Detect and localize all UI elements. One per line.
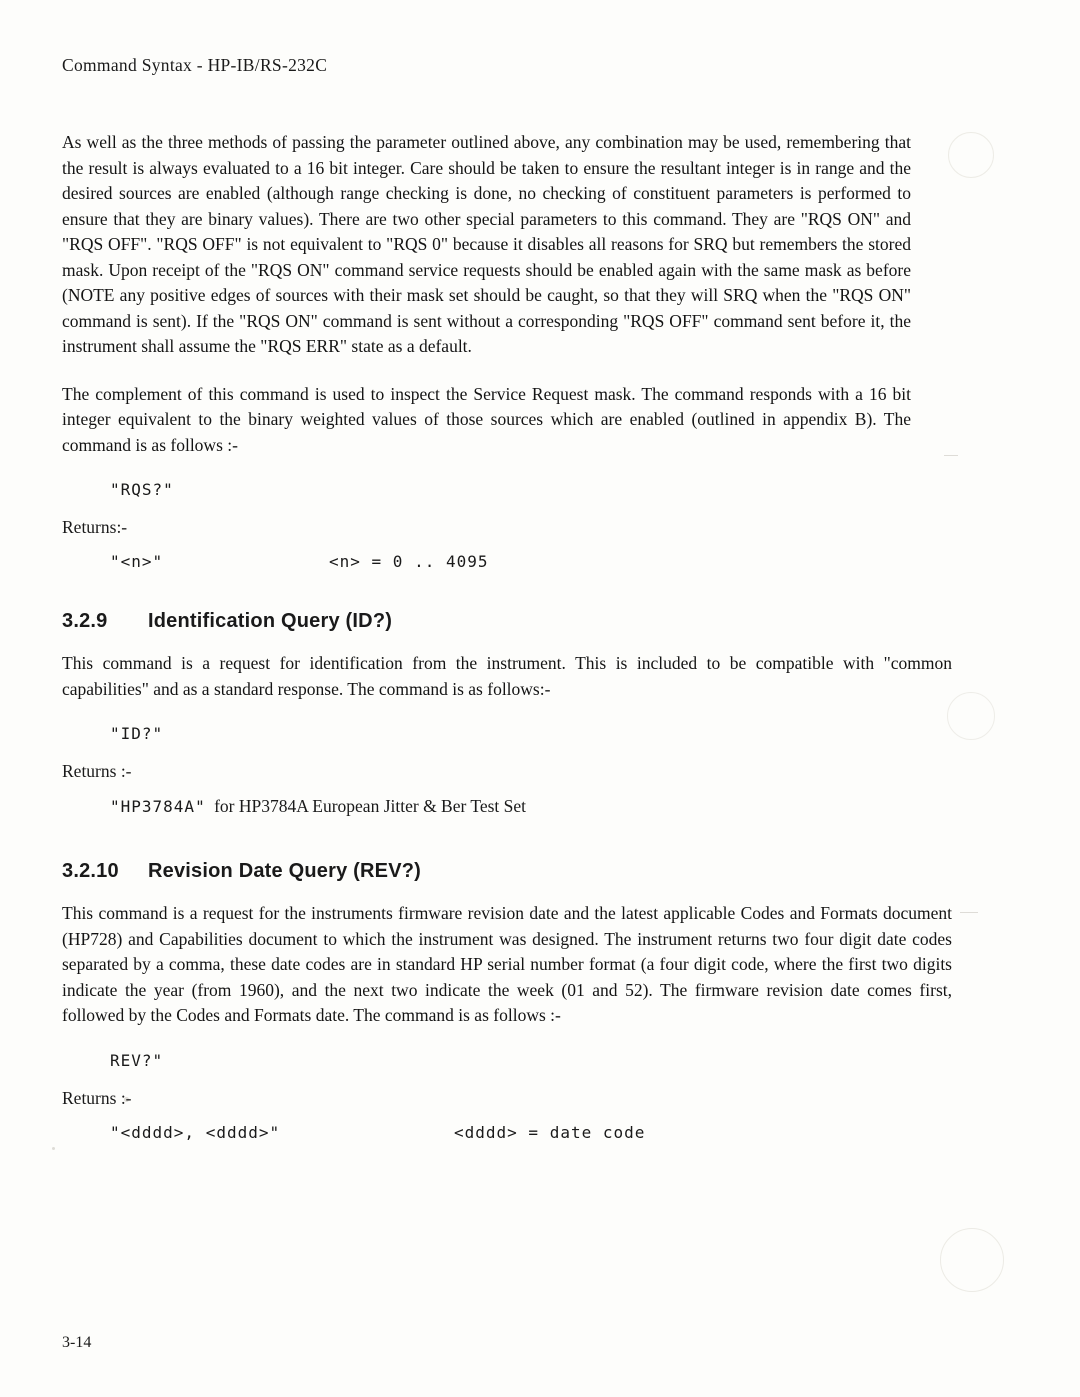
- return-row-id: [62, 796, 952, 820]
- label-returns-rev: Returns :-: [62, 1087, 132, 1108]
- running-header: Command Syntax - HP-IB/RS-232C: [62, 55, 328, 75]
- scan-artifact-circle: [947, 692, 995, 740]
- scan-speck: [52, 1147, 55, 1150]
- return-range-rqs: <n> = 0 .. 4095: [329, 552, 489, 571]
- code-rqs-query: "RQS?": [110, 480, 174, 499]
- paragraph-rqs-parameters: As well as the three methods of passing the parameter outlined above, any combination may be used, remembering that the result is always evaluated to a 16 bit integer. Care should be taken to ensure the resultant integer is in range and the desired sources are enabled (although range checking is done, no checking of constituent parameters is performed to ensure that they are binary values). There are two other special parameters to this command. They are "RQS ON" and "RQS OFF". "RQS OFF" is not equivalent to "RQS 0" because it disables all reasons for SRQ but remembers the stored mask. Upon receipt of the "RQS ON" command service requests should be enabled again with the same mask as before (NOTE any positive edges of sources with their mask set should be caught, so that they will SRQ when the "RQS ON" command is sent). If the "RQS ON" command is sent without a corresponding "RQS OFF" command sent before it, the instrument shall assume the "RQS ERR" state as a default.: [62, 132, 911, 356]
- section-heading-3-2-9: [62, 610, 952, 633]
- paragraph-rqs-complement: The complement of this command is used to inspect the Service Request mask. The command responds with a 16 bit integer equivalent to the binary weighted values of those sources which are enabled (outlined in appendix B). The command is as follows :-: [62, 383, 911, 455]
- return-note-id: for HP3784A European Jitter & Ber Test Set: [214, 796, 527, 816]
- page-number: 3-14: [62, 1334, 92, 1351]
- return-row-rev: [62, 1123, 952, 1147]
- section-title-3-2-10: Revision Date Query (REV?): [148, 860, 422, 882]
- return-note-rev: <dddd> = date code: [454, 1122, 646, 1142]
- return-row-rqs: [62, 552, 952, 576]
- label-returns-rqs: Returns:-: [62, 517, 128, 537]
- scan-artifact-circle: [940, 1228, 1004, 1292]
- scan-speck: [960, 912, 978, 913]
- code-id-query: "ID?": [110, 724, 164, 743]
- return-value-id: "HP3784A": [110, 797, 206, 816]
- page-content: [62, 130, 952, 1165]
- paragraph-revision-date-query: This command is a request for the instruments firmware revision date and the latest applicable Codes and Formats document (HP728) and Capabilities document to which the instrument was designed. The instrument returns two four digit date codes separated by a comma, these date codes are in standard HP serial number format (a four digit code, where the first two digits indicate the year (from 1960), and the next two indicate the week (01 and 52). The firmware revision date comes first, followed by the Codes and Formats date. The command is as follows :-: [62, 903, 952, 1025]
- return-value-rev: "<dddd>, <dddd>": [110, 1122, 281, 1142]
- return-value-rqs: "<n>": [110, 552, 164, 571]
- paragraph-identification-query: This command is a request for identification from the instrument. This is included to be compatible with "common capabilities" and as a standard response. The command is as follows:-: [62, 653, 952, 699]
- scan-artifact-circle: [948, 132, 994, 178]
- section-heading-3-2-10: [62, 860, 952, 883]
- label-returns-id: Returns :-: [62, 761, 132, 781]
- section-number-3-2-9: 3.2.9: [62, 610, 108, 632]
- code-rev-query: REV?": [110, 1050, 164, 1070]
- section-title-3-2-9: Identification Query (ID?): [148, 610, 393, 632]
- section-number-3-2-10: 3.2.10: [62, 860, 119, 882]
